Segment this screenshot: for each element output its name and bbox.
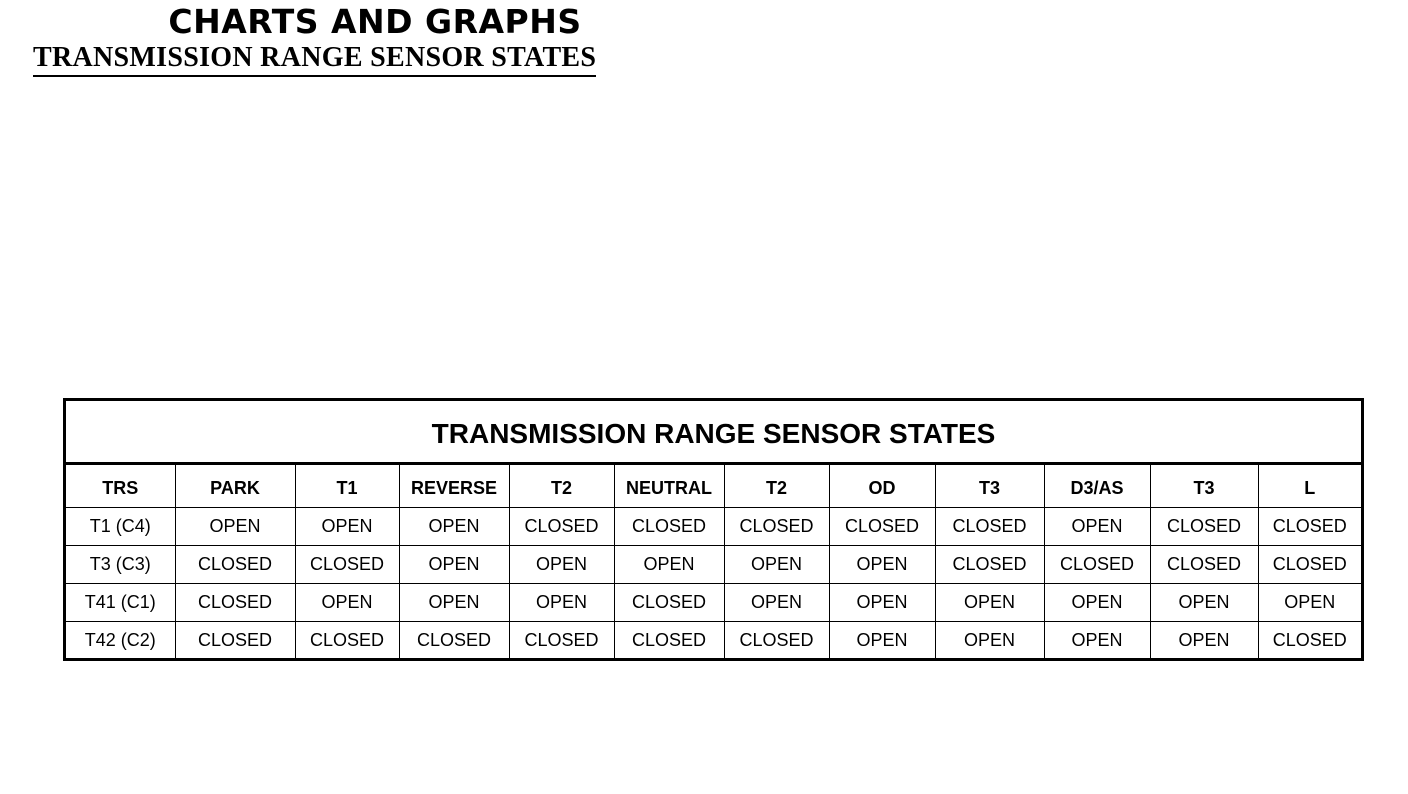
table-cell: CLOSED — [724, 508, 829, 546]
column-header: T3 — [1150, 465, 1258, 508]
table-row — [66, 546, 1361, 584]
table-cell: OPEN — [1150, 622, 1258, 660]
table-cell: CLOSED — [399, 622, 509, 660]
table-cell: OPEN — [1044, 508, 1150, 546]
column-header: L — [1258, 465, 1361, 508]
column-header: T3 — [935, 465, 1044, 508]
table-cell: CLOSED — [1258, 622, 1361, 660]
table-header-row — [66, 465, 1361, 508]
table-cell: OPEN — [1258, 584, 1361, 622]
table-cell: OPEN — [399, 508, 509, 546]
section-subtitle: TRANSMISSION RANGE SENSOR STATES — [33, 42, 596, 77]
row-label: T1 (C4) — [66, 508, 175, 546]
table-cell: OPEN — [399, 584, 509, 622]
table-cell: OPEN — [724, 546, 829, 584]
trs-states-table-frame — [63, 398, 1364, 661]
trs-states-table — [66, 465, 1361, 659]
table-cell: CLOSED — [1258, 546, 1361, 584]
column-header: PARK — [175, 465, 295, 508]
column-header: D3/AS — [1044, 465, 1150, 508]
table-cell: OPEN — [1044, 622, 1150, 660]
table-cell: CLOSED — [829, 508, 935, 546]
table-cell: OPEN — [509, 546, 614, 584]
table-cell: OPEN — [1044, 584, 1150, 622]
table-cell: OPEN — [935, 584, 1044, 622]
table-cell: OPEN — [829, 622, 935, 660]
table-cell: CLOSED — [935, 508, 1044, 546]
table-cell: CLOSED — [509, 508, 614, 546]
table-cell: CLOSED — [1258, 508, 1361, 546]
table-cell: OPEN — [295, 584, 399, 622]
table-cell: CLOSED — [1044, 546, 1150, 584]
table-cell: CLOSED — [614, 622, 724, 660]
table-cell: OPEN — [614, 546, 724, 584]
column-header: REVERSE — [399, 465, 509, 508]
table-cell: CLOSED — [1150, 508, 1258, 546]
table-cell: CLOSED — [614, 584, 724, 622]
column-header: T1 — [295, 465, 399, 508]
column-header: OD — [829, 465, 935, 508]
table-cell: CLOSED — [175, 584, 295, 622]
table-cell: CLOSED — [614, 508, 724, 546]
table-cell: CLOSED — [295, 546, 399, 584]
table-cell: CLOSED — [295, 622, 399, 660]
row-label: T3 (C3) — [66, 546, 175, 584]
column-header: T2 — [509, 465, 614, 508]
column-header: T2 — [724, 465, 829, 508]
table-cell: OPEN — [509, 584, 614, 622]
table-cell: CLOSED — [175, 546, 295, 584]
row-label: T42 (C2) — [66, 622, 175, 660]
column-header: NEUTRAL — [614, 465, 724, 508]
table-cell: CLOSED — [724, 622, 829, 660]
table-cell: OPEN — [829, 584, 935, 622]
table-row — [66, 622, 1361, 660]
column-header: TRS — [66, 465, 175, 508]
row-label: T41 (C1) — [66, 584, 175, 622]
table-cell: OPEN — [829, 546, 935, 584]
table-cell: OPEN — [175, 508, 295, 546]
table-cell: OPEN — [935, 622, 1044, 660]
table-cell: CLOSED — [1150, 546, 1258, 584]
table-cell: CLOSED — [175, 622, 295, 660]
table-cell: OPEN — [399, 546, 509, 584]
table-cell: OPEN — [1150, 584, 1258, 622]
table-cell: OPEN — [295, 508, 399, 546]
table-cell: CLOSED — [509, 622, 614, 660]
table-row — [66, 508, 1361, 546]
table-cell: OPEN — [724, 584, 829, 622]
section-title: CHARTS AND GRAPHS — [168, 2, 582, 41]
table-cell: CLOSED — [935, 546, 1044, 584]
table-title: TRANSMISSION RANGE SENSOR STATES — [66, 401, 1361, 465]
table-row — [66, 584, 1361, 622]
